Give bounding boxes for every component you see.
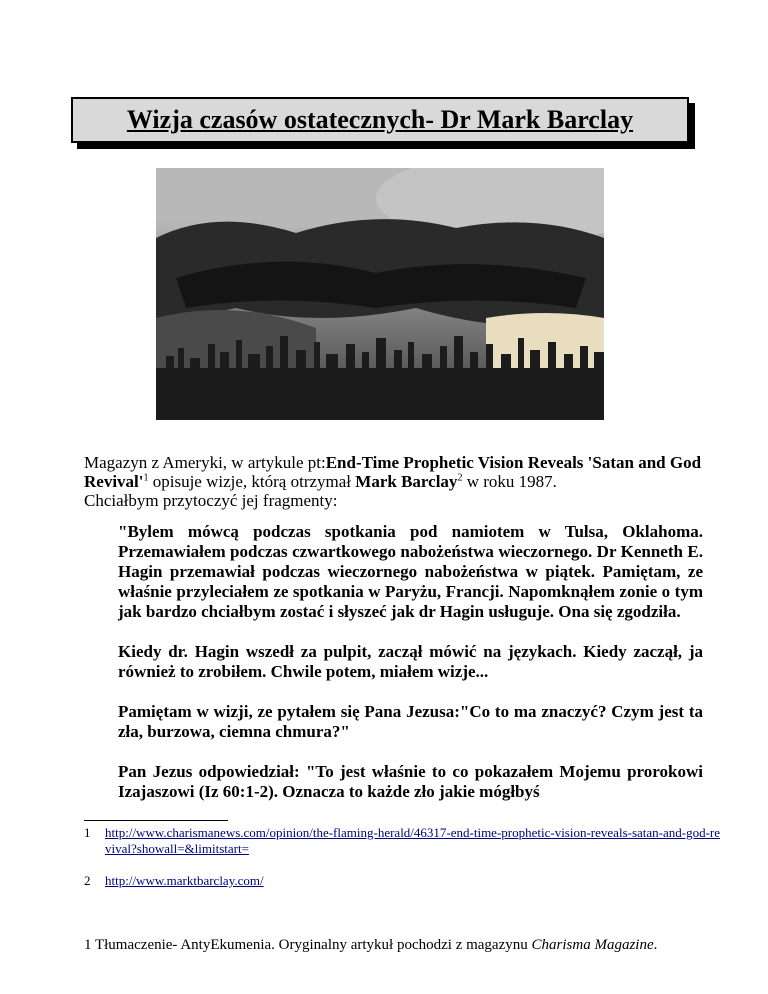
title-box [71, 97, 689, 143]
page-note [84, 937, 724, 954]
quote-paragraph-3: Pamiętam w wizji, ze pytałem się Pana Jezusa:"Co to ma znaczyć? Czym jest ta zła, burzowa, ciemna chmura?" [118, 702, 703, 741]
author-name: Mark Barclay [355, 472, 458, 491]
intro-text-1: Magazyn z Ameryki, w artykule pt: [84, 453, 326, 472]
footnote-link-2[interactable]: http://www.marktbarclay.com/ [105, 873, 264, 888]
quote-paragraph-2: Kiedy dr. Hagin wszedł za pulpit, zaczął mówić na językach. Kiedy zaczął, ja również to zrobiłem. Chwile potem, miałem wizje... [118, 642, 703, 681]
quote-paragraph-4: Pan Jezus odpowiedział: "To jest właśnie to co pokazałem Mojemu prorokowi Izajaszowi (Iz 60:1-2). Oznacza to każde zło jakie mógłbyś [118, 762, 703, 801]
page-note-suffix: . [653, 937, 658, 953]
quote-paragraph-1: "Bylem mówcą podczas spotkania pod namiotem w Tulsa, Oklahoma. Przemawiałem podczas czwartkowego nabożeństwa wieczornego. Dr Kenneth E. Hagin przemawiał podczas wieczornego nabożeństwa w piątek. Pamiętam, ze właśnie przyleciałem ze spotkania w Paryżu, Francji. Napomknąłem zonie o tym jak bardzo chciałbym zostać i słyszeć jak dr Hagin usługuje. Ona się zgodziła. [118, 522, 703, 621]
article-title: End-Time Prophetic Vision Reveals 'Satan and God Revival' [84, 453, 702, 491]
page-note-text: 1 Tłumaczenie- AntyEkumenia. Oryginalny artykuł pochodzi z magazynu [84, 937, 532, 953]
page-title: Wizja czasów ostatecznych- Dr Mark Barclay [126, 105, 634, 134]
footnote-number: 1 [84, 825, 91, 840]
footnote-1 [84, 825, 724, 857]
footnote-ref-1: 1 [143, 472, 149, 484]
footnote-ref-2: 2 [457, 472, 463, 484]
intro-text-3: w roku 1987. [462, 472, 557, 491]
intro-line-3: Chciałbym przytoczyć jej fragmenty: [84, 491, 338, 510]
footnote-link-1[interactable]: http://www.charismanews.com/opinion/the-flaming-herald/46317-end-time-prophetic-vision-reveals-satan-and-god-revival?showall=&limitstart= [105, 825, 721, 856]
footnote-2 [84, 873, 724, 889]
footnote-number: 2 [84, 873, 91, 888]
intro-text-2: opisuje wizje, którą otrzymał [148, 472, 356, 491]
magazine-name: Charisma Magazine [531, 937, 654, 953]
footnote-divider [84, 820, 228, 821]
footnotes [84, 825, 724, 905]
intro-paragraph [84, 453, 704, 510]
vision-quote [118, 522, 703, 822]
storm-cloud-city-icon [156, 168, 604, 420]
